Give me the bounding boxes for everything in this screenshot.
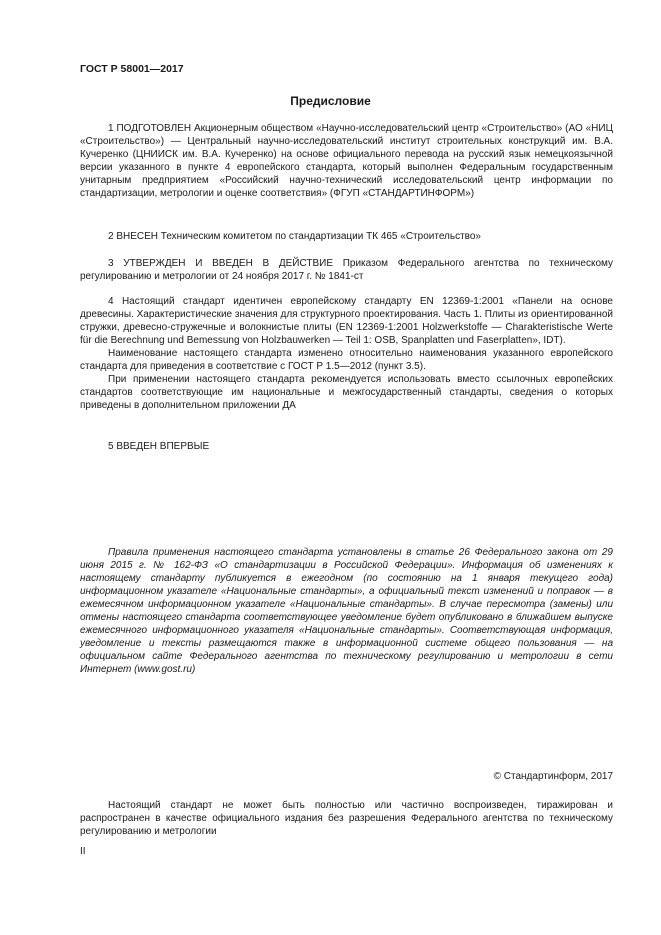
section-3-text: 3 УТВЕРЖДЕН И ВВЕДЕН В ДЕЙСТВИЕ Приказом Федерального агентства по техническому регулированию и метрологии от 24 ноября 2017 г. № 1841-ст: [80, 258, 613, 282]
reproduction-notice: [80, 799, 613, 838]
page-title: Предисловие: [290, 94, 371, 108]
section-1-text: 1 ПОДГОТОВЛЕН Акционерным обществом «Научно-исследовательский центр «Строительство» (АО «НИЦ «Строительство») — Центральный научно-исследовательский институт строительных конструкций им. В.А. Кучеренко (ЦНИИСК им. В.А. Кучеренко) на основе официального перевода на русский язык немецкоязычной версии указанного в пункте 4 европейского стандарта, который выполнен Федеральным государственным унитарным предприятием «Российский научно-технический исследовательский центр информации по стандартизации, метрологии и оценке соответствия» (ФГУП «СТАНДАРТИНФОРМ»): [80, 123, 613, 199]
notice-text: Правила применения настоящего стандарта установлены в статье 26 Федерального закона от 29 июня 2015 г. № 162-ФЗ «О стандартизации в Российской Федерации». Информация об изменениях к настоящему стандарту публикуется в ежегодном (по состоянию на 1 января текущего года) информационном указателе «Национальные стандарты», а официальный текст изменений и поправок — в ежемесячном информационном указателе «Национальные стандарты». В случае пересмотра (замены) или отмены настоящего стандарта соответствующее уведомление будет опубликовано в ближайшем выпуске ежемесячного информационного указателя «Национальные стандарты». Соответствующая информация, уведомление и тексты размещаются также в информационной системе общего пользования — на официальном сайте Федерального агентства по техническому регулированию и метрологии в сети Интернет (www.gost.ru): [80, 547, 613, 675]
section-4-reference-note: При применении настоящего стандарта рекомендуется использовать вместо ссылочных европейских стандартов соответствующие им национальные и межгосударственный стандарты, сведения о которых приведены в дополнительном приложении ДА: [80, 374, 613, 411]
section-3: [80, 257, 613, 283]
section-1: [80, 122, 613, 200]
section-4-text: 4 Настоящий стандарт идентичен европейскому стандарту EN 12369-1:2001 «Панели на основе древесины. Характеристические значения для структурного проектирования. Часть 1. Плиты из ориентированной стружки, древесно-стружечные и волокнистые плиты (EN 12369-1:2001 Holzwerkstoffe — Charakteristische Werte für die Berechnung und Bemessung von Holzbauwerken — Teil 1: OSB, Spanplatten und Faserplatten», IDT).: [80, 296, 613, 346]
page-number: II: [80, 846, 86, 857]
standard-code: ГОСТ Р 58001—2017: [80, 63, 184, 75]
section-2-text: 2 ВНЕСЕН Техническим комитетом по стандартизации ТК 465 «Строительство»: [108, 231, 481, 242]
section-4: [80, 295, 613, 412]
section-2: [80, 230, 613, 243]
section-5-text: 5 ВВЕДЕН ВПЕРВЫЕ: [108, 441, 210, 452]
reproduction-text: Настоящий стандарт не может быть полностью или частично воспроизведен, тиражирован и распространен в качестве официального издания без разрешения Федерального агентства по техническому регулированию и метрологии: [80, 800, 613, 837]
section-4-name-note: Наименование настоящего стандарта изменено относительно наименования указанного европейского стандарта для приведения в соответствие с ГОСТ Р 1.5—2012 (пункт 3.5).: [80, 348, 613, 372]
application-rules-notice: [80, 546, 613, 676]
copyright: © Стандартинформ, 2017: [493, 771, 613, 782]
section-5: [80, 440, 613, 453]
